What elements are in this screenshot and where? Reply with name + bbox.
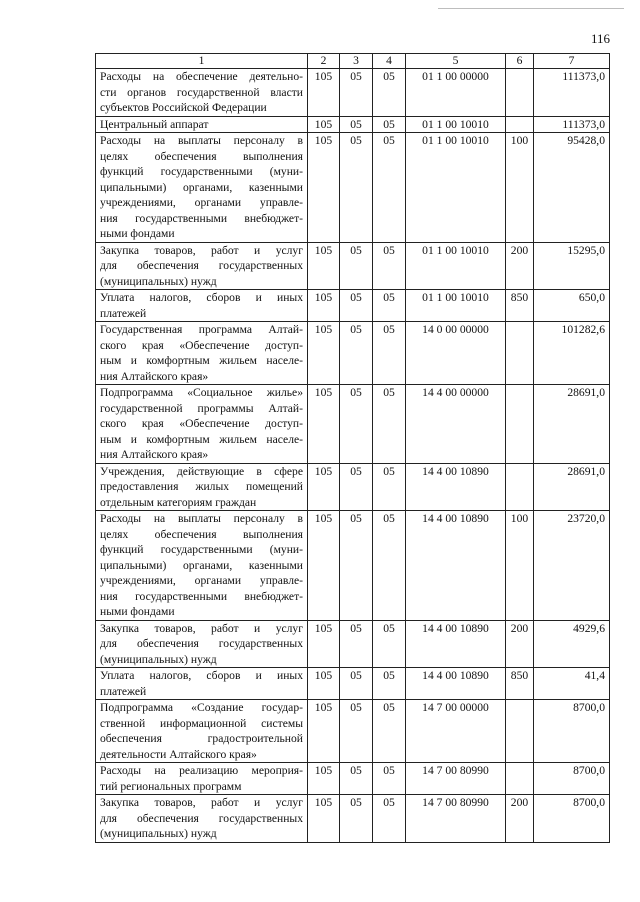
expense-type-cell (506, 763, 534, 795)
amount-cell: 4929,6 (534, 620, 610, 668)
row-name-line: ния государственными внебюджет- (100, 211, 303, 225)
ministry-code-cell: 105 (308, 133, 340, 243)
row-name-line: ния Алтайского края» (100, 369, 209, 383)
subsection-code-cell: 05 (373, 700, 406, 763)
subsection-code-cell: 05 (373, 463, 406, 511)
target-article-cell: 14 7 00 80990 (406, 763, 506, 795)
expense-type-cell: 850 (506, 290, 534, 322)
subsection-code-cell: 05 (373, 133, 406, 243)
target-article-cell: 14 4 00 10890 (406, 463, 506, 511)
row-name-line: (муниципальных) нужд (100, 827, 217, 840)
ministry-code-cell: 105 (308, 511, 340, 621)
row-name-cell (96, 795, 308, 843)
row-name-line: ственной информационной системы (100, 716, 303, 730)
expense-type-cell (506, 69, 534, 117)
section-code-cell: 05 (340, 763, 373, 795)
subsection-code-cell: 05 (373, 668, 406, 700)
page-number: 116 (590, 31, 610, 46)
target-article-cell: 14 4 00 10890 (406, 511, 506, 621)
row-name-line: Расходы на выплаты персоналу в (100, 134, 303, 147)
row-name-cell (96, 242, 308, 290)
target-article-cell: 14 4 00 00000 (406, 385, 506, 464)
amount-cell: 28691,0 (534, 385, 610, 464)
header-col-5: 5 (406, 54, 506, 69)
ministry-code-cell: 105 (308, 795, 340, 843)
amount-cell: 8700,0 (534, 700, 610, 763)
section-code-cell: 05 (340, 620, 373, 668)
row-name-line: Уплата налогов, сборов и иных (100, 291, 303, 304)
row-name-line: для обеспечения государственных (100, 637, 303, 650)
table-row (96, 463, 610, 511)
table-row (96, 763, 610, 795)
row-name-line: ным и комфортным жильем населе- (100, 354, 303, 367)
row-name-line: сти органов государственной власти (100, 85, 303, 99)
section-code-cell: 05 (340, 242, 373, 290)
row-name-line: государственной программы Алтай- (100, 401, 303, 415)
section-code-cell: 05 (340, 290, 373, 322)
ministry-code-cell: 105 (308, 116, 340, 133)
ministry-code-cell: 105 (308, 322, 340, 385)
row-name-line: Уплата налогов, сборов и иных (100, 669, 303, 682)
row-name-line: Расходы на реализацию мероприя- (100, 764, 303, 777)
ministry-code-cell: 105 (308, 668, 340, 700)
table-row (96, 133, 610, 243)
ministry-code-cell: 105 (308, 385, 340, 464)
row-name-line: Закупка товаров, работ и услуг (100, 621, 303, 635)
row-name-line: Подпрограмма «Социальное жилье» (100, 386, 303, 399)
amount-cell: 28691,0 (534, 463, 610, 511)
row-name-line: функций государственными (муни- (100, 165, 303, 178)
table-row (96, 290, 610, 322)
row-name-line: целях обеспечения выполнения (100, 149, 303, 163)
row-name-line: (муниципальных) нужд (100, 274, 217, 288)
expense-type-cell (506, 700, 534, 763)
row-name-line: Подпрограмма «Создание государ- (100, 701, 303, 714)
target-article-cell: 14 4 00 10890 (406, 620, 506, 668)
row-name-line: ния государственными внебюджет- (100, 589, 303, 603)
ministry-code-cell: 105 (308, 290, 340, 322)
expense-type-cell (506, 463, 534, 511)
budget-table (95, 53, 610, 843)
subsection-code-cell: 05 (373, 763, 406, 795)
row-name-line: ния Алтайского края» (100, 448, 209, 461)
row-name-line: платежей (100, 684, 147, 698)
amount-cell: 101282,6 (534, 322, 610, 385)
row-name-cell (96, 290, 308, 322)
row-name-line: деятельности Алтайского края» (100, 747, 257, 761)
subsection-code-cell: 05 (373, 511, 406, 621)
row-name-cell (96, 511, 308, 621)
expense-type-cell: 100 (506, 133, 534, 243)
amount-cell: 95428,0 (534, 133, 610, 243)
row-name-line: Государственная программа Алтай- (100, 323, 303, 336)
expense-type-cell (506, 116, 534, 133)
section-code-cell: 05 (340, 668, 373, 700)
amount-cell: 23720,0 (534, 511, 610, 621)
row-name-line: Расходы на обеспечение деятельно- (100, 70, 303, 83)
ministry-code-cell: 105 (308, 242, 340, 290)
row-name-line: ным и комфортным жильем населе- (100, 432, 303, 446)
row-name-cell (96, 700, 308, 763)
table-row (96, 668, 610, 700)
row-name-line: Центральный аппарат (100, 117, 209, 131)
expense-type-cell (506, 322, 534, 385)
expense-type-cell: 200 (506, 242, 534, 290)
header-col-1: 1 (96, 54, 308, 69)
row-name-line: для обеспечения государственных (100, 259, 303, 272)
target-article-cell: 01 1 00 10010 (406, 290, 506, 322)
row-name-line: субъектов Российской Федерации (100, 101, 267, 114)
amount-cell: 41,4 (534, 668, 610, 700)
expense-type-cell: 850 (506, 668, 534, 700)
row-name-line: ципальными) органами, казенными (100, 558, 303, 572)
row-name-cell (96, 133, 308, 243)
table-row (96, 242, 610, 290)
row-name-line: учреждениями, органами управле- (100, 196, 303, 209)
table-row (96, 116, 610, 133)
row-name-cell (96, 763, 308, 795)
subsection-code-cell: 05 (373, 290, 406, 322)
row-name-line: целях обеспечения выполнения (100, 527, 303, 541)
amount-cell: 8700,0 (534, 763, 610, 795)
target-article-cell: 01 1 00 10010 (406, 242, 506, 290)
expense-type-cell (506, 385, 534, 464)
target-article-cell: 01 1 00 10010 (406, 133, 506, 243)
section-code-cell: 05 (340, 322, 373, 385)
section-code-cell: 05 (340, 116, 373, 133)
section-code-cell: 05 (340, 385, 373, 464)
row-name-line: Учреждения, действующие в сфере (100, 464, 303, 478)
scan-artifact-line (438, 8, 624, 9)
row-name-line: предоставления жилых помещений (100, 480, 303, 493)
row-name-cell (96, 668, 308, 700)
row-name-line: Закупка товаров, работ и услуг (100, 796, 303, 809)
amount-cell: 111373,0 (534, 69, 610, 117)
target-article-cell: 14 0 00 00000 (406, 322, 506, 385)
table-header-row (96, 54, 610, 69)
row-name-line: обеспечения градостроительной (100, 732, 303, 745)
target-article-cell: 14 7 00 80990 (406, 795, 506, 843)
subsection-code-cell: 05 (373, 322, 406, 385)
row-name-line: тий региональных программ (100, 779, 242, 793)
row-name-line: ными фондами (100, 605, 175, 618)
table-row (96, 322, 610, 385)
row-name-cell (96, 69, 308, 117)
section-code-cell: 05 (340, 511, 373, 621)
ministry-code-cell: 105 (308, 763, 340, 795)
expense-type-cell: 200 (506, 795, 534, 843)
row-name-cell (96, 322, 308, 385)
table-row (96, 700, 610, 763)
amount-cell: 650,0 (534, 290, 610, 322)
row-name-line: Закупка товаров, работ и услуг (100, 243, 303, 257)
header-col-3: 3 (340, 54, 373, 69)
amount-cell: 111373,0 (534, 116, 610, 133)
expense-type-cell: 100 (506, 511, 534, 621)
row-name-line: учреждениями, органами управле- (100, 574, 303, 587)
table-row (96, 620, 610, 668)
target-article-cell: 01 1 00 10010 (406, 116, 506, 133)
row-name-cell (96, 385, 308, 464)
row-name-cell (96, 463, 308, 511)
subsection-code-cell: 05 (373, 795, 406, 843)
subsection-code-cell: 05 (373, 242, 406, 290)
row-name-line: ными фондами (100, 227, 175, 240)
header-col-2: 2 (308, 54, 340, 69)
subsection-code-cell: 05 (373, 620, 406, 668)
row-name-line: ского края «Обеспечение доступ- (100, 417, 303, 430)
row-name-line: (муниципальных) нужд (100, 652, 217, 666)
amount-cell: 8700,0 (534, 795, 610, 843)
subsection-code-cell: 05 (373, 116, 406, 133)
header-col-4: 4 (373, 54, 406, 69)
header-col-7: 7 (534, 54, 610, 69)
section-code-cell: 05 (340, 463, 373, 511)
subsection-code-cell: 05 (373, 385, 406, 464)
expense-type-cell: 200 (506, 620, 534, 668)
ministry-code-cell: 105 (308, 700, 340, 763)
target-article-cell: 14 7 00 00000 (406, 700, 506, 763)
section-code-cell: 05 (340, 795, 373, 843)
table-row (96, 69, 610, 117)
row-name-line: ципальными) органами, казенными (100, 180, 303, 194)
row-name-line: для обеспечения государственных (100, 811, 303, 825)
row-name-cell (96, 620, 308, 668)
amount-cell: 15295,0 (534, 242, 610, 290)
table-row (96, 385, 610, 464)
section-code-cell: 05 (340, 700, 373, 763)
target-article-cell: 14 4 00 10890 (406, 668, 506, 700)
ministry-code-cell: 105 (308, 620, 340, 668)
ministry-code-cell: 105 (308, 463, 340, 511)
section-code-cell: 05 (340, 69, 373, 117)
table-body (96, 69, 610, 843)
row-name-line: функций государственными (муни- (100, 543, 303, 556)
header-col-6: 6 (506, 54, 534, 69)
row-name-line: ского края «Обеспечение доступ- (100, 338, 303, 352)
section-code-cell: 05 (340, 133, 373, 243)
row-name-line: Расходы на выплаты персоналу в (100, 512, 303, 525)
target-article-cell: 01 1 00 00000 (406, 69, 506, 117)
row-name-cell (96, 116, 308, 133)
row-name-line: платежей (100, 306, 147, 320)
subsection-code-cell: 05 (373, 69, 406, 117)
row-name-line: отдельным категориям граждан (100, 495, 257, 509)
table-row (96, 511, 610, 621)
table-row (96, 795, 610, 843)
ministry-code-cell: 105 (308, 69, 340, 117)
